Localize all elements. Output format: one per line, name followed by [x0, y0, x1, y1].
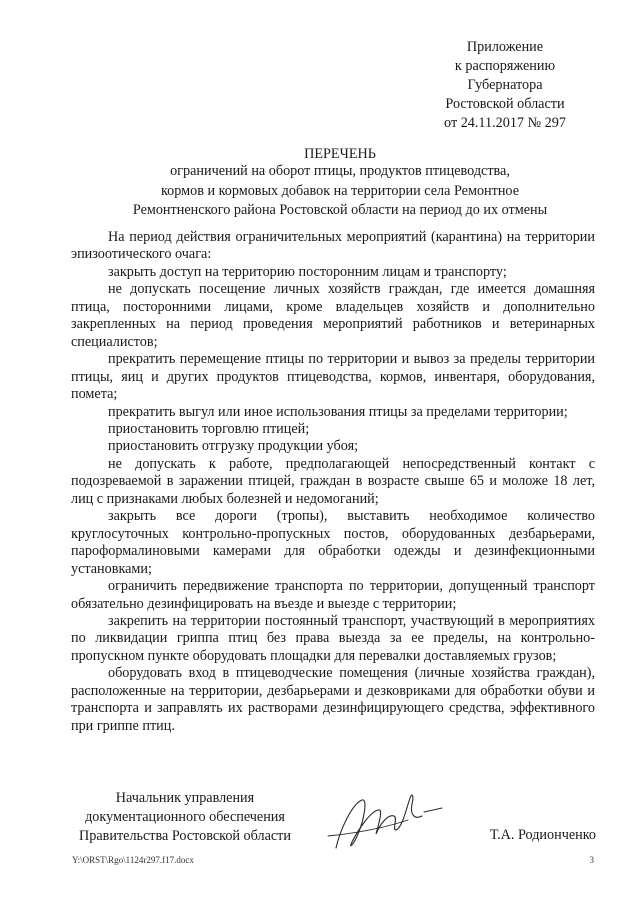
- appendix-line: Ростовской области: [445, 96, 565, 112]
- body-paragraph: не допускать посещение личных хозяйств граждан, где имеется домашняя птица, посторонними лицами, кроме владельцев хозяйств и дополнительно закрепленных на период проведения мероприятий работников и ветеринарных специалистов;: [71, 281, 595, 350]
- signatory-title-line: Правительства Ростовской области: [79, 828, 291, 844]
- signatory-title: [70, 789, 300, 846]
- body-paragraph: закрыть все дороги (тропы), выставить необходимое количество круглосуточных контрольно-пропускных постов, оборудованных дезбарьерами, пароформалиновыми камерами для обработки одежды и дезинфекционными установками;: [71, 508, 595, 577]
- subtitle-line: ограничений на оборот птицы, продуктов птицеводства,: [170, 163, 510, 179]
- document-subtitle: [60, 162, 620, 221]
- signatory-title-line: Начальник управления: [115, 790, 255, 806]
- body-paragraph: приостановить отгрузку продукции убоя;: [108, 438, 359, 455]
- document-body: [71, 229, 595, 735]
- subtitle-line: кормов и кормовых добавок на территории села Ремонтное: [160, 182, 519, 199]
- body-paragraph: не допускать к работе, предполагающей непосредственный контакт с подозреваемой в заражении птицей, граждан в возрасте свыше 65 и моложе 18 лет, лиц с признаками любых болезней и недомоганий;: [71, 455, 595, 507]
- appendix-line: к распоряжению: [454, 58, 556, 74]
- appendix-line: Губернатора: [467, 77, 543, 93]
- body-paragraph: прекратить перемещение птицы по территории и вывоз за пределы территории птицы, яиц и других продуктов птицеводства, кормов, инвентаря, оборудования, помета;: [71, 351, 595, 403]
- appendix-line: Приложение: [466, 39, 544, 55]
- handwritten-signature: [318, 790, 448, 856]
- body-paragraph: закрепить на территории постоянный транспорт, участвующий в мероприятиях по ликвидации гриппа птиц без права выезда за ее пределы, на контрольно-пропускном пункте оборудовать площадки для перевалки доставляемых грузов;: [71, 612, 595, 664]
- document-title: ПЕРЕЧЕНЬ: [304, 146, 376, 162]
- signatory-name: Т.А. Родионченко: [489, 827, 596, 843]
- appendix-line: от 24.11.2017 № 297: [444, 115, 566, 131]
- appendix-header: [400, 38, 610, 133]
- footer-file-path: Y:\ORST\Rgo\1124r297.f17.docx: [72, 855, 194, 865]
- body-paragraph: ограничить передвижение транспорта по территории, допущенный транспорт обязательно дезинфицировать на въезде и выезде с территории;: [71, 578, 595, 612]
- body-paragraph: На период действия ограничительных мероприятий (карантина) на территории эпизоотического очага:: [71, 229, 595, 263]
- subtitle-line: Ремонтненского района Ростовской области на период до их отмены: [132, 202, 548, 218]
- signatory-title-line: документационного обеспечения: [85, 809, 285, 825]
- body-paragraph: оборудовать вход в птицеводческие помещения (личные хозяйства граждан), расположенные на территории, дезбарьерами и дезковриками для обработки обуви и транспорта и заправлять их растворами дезинфицирующего средства, эффективного при гриппе птиц.: [71, 665, 595, 734]
- page-number: 3: [589, 855, 594, 865]
- body-paragraph: приостановить торговлю птицей;: [108, 420, 310, 437]
- body-paragraph: прекратить выгул или иное использования птицы за пределами территории;: [108, 403, 568, 420]
- body-paragraph: закрыть доступ на территорию посторонним лицам и транспорту;: [108, 263, 507, 280]
